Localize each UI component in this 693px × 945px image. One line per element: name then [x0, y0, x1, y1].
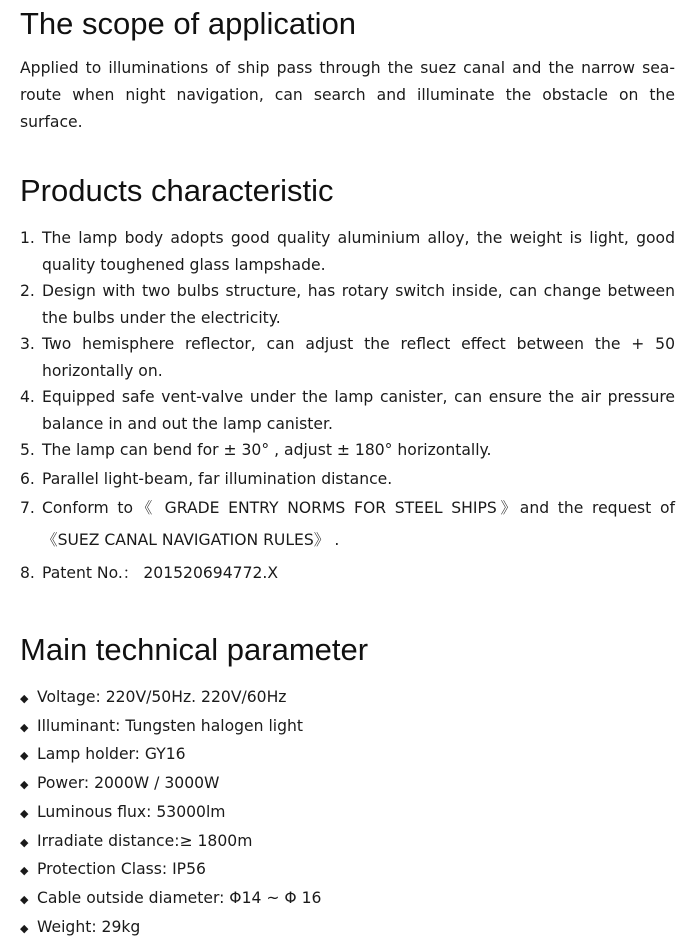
list-item	[20, 684, 321, 713]
parameter-text: Cable outside diameter: Φ14 ~ Φ 16	[37, 888, 322, 907]
item-text: Conform to《 GRADE ENTRY NORMS FOR STEEL SHIPS》and the request of《SUEZ CANAL NAVIGATION RULES》 .	[42, 499, 675, 549]
list-item	[20, 225, 675, 278]
scope-description: Applied to illuminations of ship pass through the suez canal and the narrow sea-route when night navigation, can search and illuminate the obstacle on the surface.	[20, 59, 675, 131]
list-item	[20, 828, 321, 857]
diamond-bullet-icon: ◆	[20, 806, 29, 820]
item-number: 6.	[20, 469, 35, 488]
item-text: Patent No.： 201520694772.X	[42, 564, 279, 582]
item-number: 1.	[20, 229, 35, 247]
parameter-text: Illuminant: Tungsten halogen light	[37, 716, 304, 735]
item-text: The lamp can bend for ± 30° , adjust ± 180° horizontally.	[42, 441, 492, 459]
scope-title: The scope of application	[20, 6, 357, 41]
list-item	[20, 770, 321, 799]
parameter-text: Weight: 29kg	[37, 917, 141, 936]
diamond-bullet-icon: ◆	[20, 749, 29, 763]
item-number: 7.	[20, 499, 35, 517]
list-item	[20, 278, 675, 331]
parameter-text: Voltage: 220V/50Hz. 220V/60Hz	[37, 688, 287, 706]
list-item	[20, 914, 321, 943]
diamond-bullet-icon: ◆	[20, 921, 29, 935]
item-text: Equipped safe vent-valve under the lamp canister, can ensure the air pressure balance in and out the lamp canister.	[42, 388, 675, 433]
list-item	[20, 560, 675, 587]
diamond-bullet-icon: ◆	[20, 692, 29, 705]
item-number: 4.	[20, 388, 35, 406]
diamond-bullet-icon: ◆	[20, 864, 29, 878]
parameter-text: Protection Class: IP56	[37, 860, 206, 879]
diamond-bullet-icon: ◆	[20, 720, 29, 734]
list-item	[20, 713, 321, 742]
parameter-text: Irradiate distance:≥ 1800m	[37, 831, 253, 850]
list-item	[20, 885, 321, 914]
list-item	[20, 799, 321, 828]
list-item	[20, 384, 675, 437]
list-item	[20, 492, 675, 556]
item-number: 3.	[20, 335, 35, 353]
characteristics-title: Products characteristic	[20, 173, 334, 208]
list-item	[20, 741, 321, 770]
parameter-text: Luminous flux: 53000lm	[37, 802, 226, 821]
characteristics-list	[20, 225, 675, 587]
item-text: The lamp body adopts good quality aluminium alloy, the weight is light, good quality toughened glass lampshade.	[42, 229, 675, 274]
list-item	[20, 466, 675, 493]
diamond-bullet-icon: ◆	[20, 892, 29, 906]
diamond-bullet-icon: ◆	[20, 835, 29, 849]
item-text: Design with two bulbs structure, has rotary switch inside, can change between the bulbs under the electricity.	[42, 282, 675, 327]
parameters-title: Main technical parameter	[20, 632, 369, 667]
item-number: 2.	[20, 282, 35, 300]
list-item	[20, 331, 675, 384]
parameter-text: Lamp holder: GY16	[37, 745, 186, 764]
item-text: Two hemisphere reflector, can adjust the reflect effect between the + 50 horizontally on.	[42, 335, 675, 380]
item-number: 8.	[20, 564, 35, 582]
item-number: 5.	[20, 441, 35, 459]
item-text: Parallel light-beam, far illumination distance.	[42, 469, 393, 488]
diamond-bullet-icon: ◆	[20, 778, 29, 792]
list-item	[20, 856, 321, 885]
parameter-text: Power: 2000W / 3000W	[37, 774, 220, 793]
list-item	[20, 437, 675, 464]
parameters-list	[20, 684, 321, 942]
